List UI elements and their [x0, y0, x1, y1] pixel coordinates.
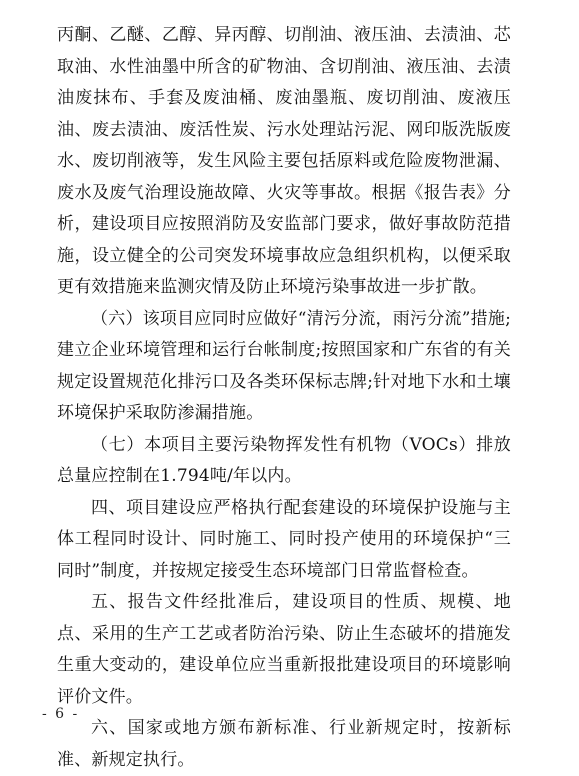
paragraph-section-6: 六、国家或地方颁布新标准、行业新规定时，按新标准、新规定执行。 [57, 718, 511, 770]
paragraph-risk-continuation: 丙酮、乙醚、乙醇、异丙醇、切削油、液压油、去渍油、芯取油、水性油墨中所含的矿物油、含切削油、液压油、去渍油废抹布、手套及废油桶、废油墨瓶、废切削油、废液压油、废去渍油、废活性炭、污水处理站污泥、网印版洗版废水、废切削液等，发生风险主要包括原料或危险废物泄漏、废水及废气治理设施故障、火灾等事故。根据《报告表》分析，建设项目应按照消防及安监部门要求，做好事故防范措施，设立健全的公司突发环境事故应急组织机构，以便采取更有效措施来监测灾情及防止环境污染事故进一步扩散。 [57, 25, 511, 297]
paragraph-item-6: （六）该项目应同时应做好“清污分流，雨污分流”措施;建立企业环境管理和运行台帐制度;按照国家和广东省的有关规定设置规范化排污口及各类环保标志牌;针对地下水和土壤环境保护采取防渗漏措施。 [57, 308, 511, 423]
page-number: - 6 - [42, 706, 80, 722]
paragraph-section-4: 四、项目建设应严格执行配套建设的环境保护设施与主体工程同时设计、同时施工、同时投产使用的环境保护“三同时”制度，并按规定接受生态环境部门日常监督检查。 [57, 497, 511, 581]
paragraph-section-5: 五、报告文件经批准后，建设项目的性质、规模、地点、采用的生产工艺或者防治污染、防止生态破坏的措施发生重大变动的，建设单位应当重新报批建设项目的环境影响评价文件。 [57, 592, 511, 707]
paragraph-item-7: （七）本项目主要污染物挥发性有机物（VOCs）排放总量应控制在1.794吨/年以内。 [57, 434, 511, 486]
